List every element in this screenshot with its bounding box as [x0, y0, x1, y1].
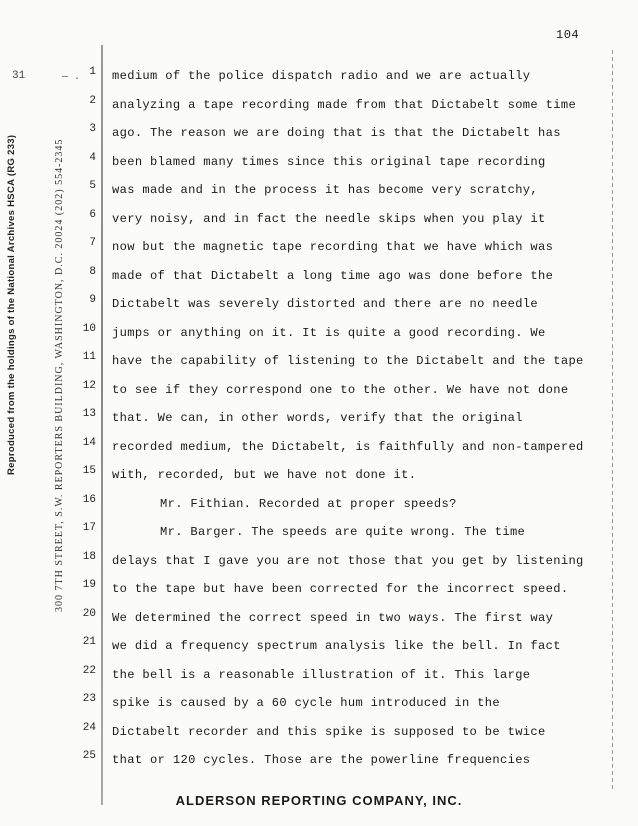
line-number: 18	[82, 550, 96, 563]
line-number: 10	[82, 322, 96, 335]
archives-reproduction-note: Reproduced from the holdings of the National Archives HSCA (RG 233)	[6, 134, 17, 475]
line-number: 4	[89, 151, 96, 164]
transcript-line: with, recorded, but we have not done it.	[112, 468, 417, 482]
line-number: 15	[82, 465, 96, 477]
line-number: 5	[89, 180, 96, 192]
line-number: 17	[82, 522, 96, 534]
transcript-line: jumps or anything on it. It is quite a good recording. We	[112, 325, 546, 340]
transcript-line: ago. The reason we are doing that is that the Dictabelt has	[112, 126, 561, 140]
line-number: 11	[82, 351, 96, 363]
transcript-line: now but the magnetic tape recording that we have which was	[112, 240, 554, 254]
transcript-line: that or 120 cycles. Those are the powerline frequencies	[112, 753, 531, 767]
transcript-line: We determined the correct speed in two ways. The first way	[112, 610, 554, 625]
line-number: 21	[82, 636, 96, 648]
line-number: 12	[82, 379, 96, 392]
line-number: 8	[89, 265, 96, 278]
transcript-line: to the tape but have been corrected for the incorrect speed.	[112, 582, 569, 596]
corner-tick-mark: — .	[62, 72, 81, 83]
transcript-line: made of that Dictabelt a long time ago was done before the	[112, 268, 554, 283]
transcript-line: very noisy, and in fact the needle skips when you play it	[112, 211, 546, 226]
transcript-line: recorded medium, the Dictabelt, is faithfully and non-tampered	[112, 439, 584, 454]
line-number: 6	[89, 208, 96, 221]
line-number: 19	[82, 579, 96, 591]
transcript-line: medium of the police dispatch radio and we are actually	[112, 69, 531, 83]
reporter-address-stamp: 300 7TH STREET, S.W. REPORTERS BUILDING, WASHINGTON, D.C. 20024 (202) 554-2345	[54, 138, 65, 612]
left-margin-rule	[101, 45, 103, 805]
transcript-line: Dictabelt was severely distorted and there are no needle	[112, 297, 539, 311]
speaker-line: Mr. Fithian. Recorded at proper speeds?	[160, 496, 457, 511]
transcript-line: spike is caused by a 60 cycle hum introduced in the	[112, 696, 500, 710]
line-number: 3	[89, 123, 96, 135]
page-number: 104	[556, 28, 580, 42]
speaker-line: Mr. Barger. The speeds are quite wrong. The time	[160, 525, 526, 539]
line-number: 22	[82, 664, 96, 677]
line-number: 24	[82, 721, 96, 734]
corner-mark: 31	[12, 70, 26, 82]
transcript-line: we did a frequency spectrum analysis like the bell. In fact	[112, 639, 561, 653]
transcript-line: to see if they correspond one to the other. We have not done	[112, 382, 569, 397]
line-number: 23	[82, 693, 96, 705]
transcript-line: have the capability of listening to the Dictabelt and the tape	[112, 354, 584, 368]
transcript-line: was made and in the process it has become very scratchy,	[112, 183, 539, 197]
line-number: 20	[82, 607, 96, 620]
right-margin-rule	[612, 50, 613, 790]
reporting-company-footer: ALDERSON REPORTING COMPANY, INC.	[175, 793, 463, 808]
transcript-line: analyzing a tape recording made from that Dictabelt some time	[112, 97, 577, 112]
line-number: 16	[82, 493, 96, 506]
line-number: 2	[89, 94, 96, 107]
transcript-line: that. We can, in other words, verify that the original	[112, 411, 523, 425]
transcript-line: delays that I gave you are not those that you get by listening	[112, 553, 584, 568]
transcript-line: Dictabelt recorder and this spike is supposed to be twice	[112, 724, 546, 739]
line-number: 13	[82, 408, 96, 420]
line-number: 14	[82, 436, 96, 449]
line-number: 1	[89, 66, 96, 78]
transcript-line: been blamed many times since this original tape recording	[112, 154, 546, 169]
transcript-line: the bell is a reasonable illustration of it. This large	[112, 667, 531, 682]
line-number: 25	[82, 750, 96, 762]
line-number: 9	[89, 294, 96, 306]
line-number: 7	[89, 237, 96, 249]
